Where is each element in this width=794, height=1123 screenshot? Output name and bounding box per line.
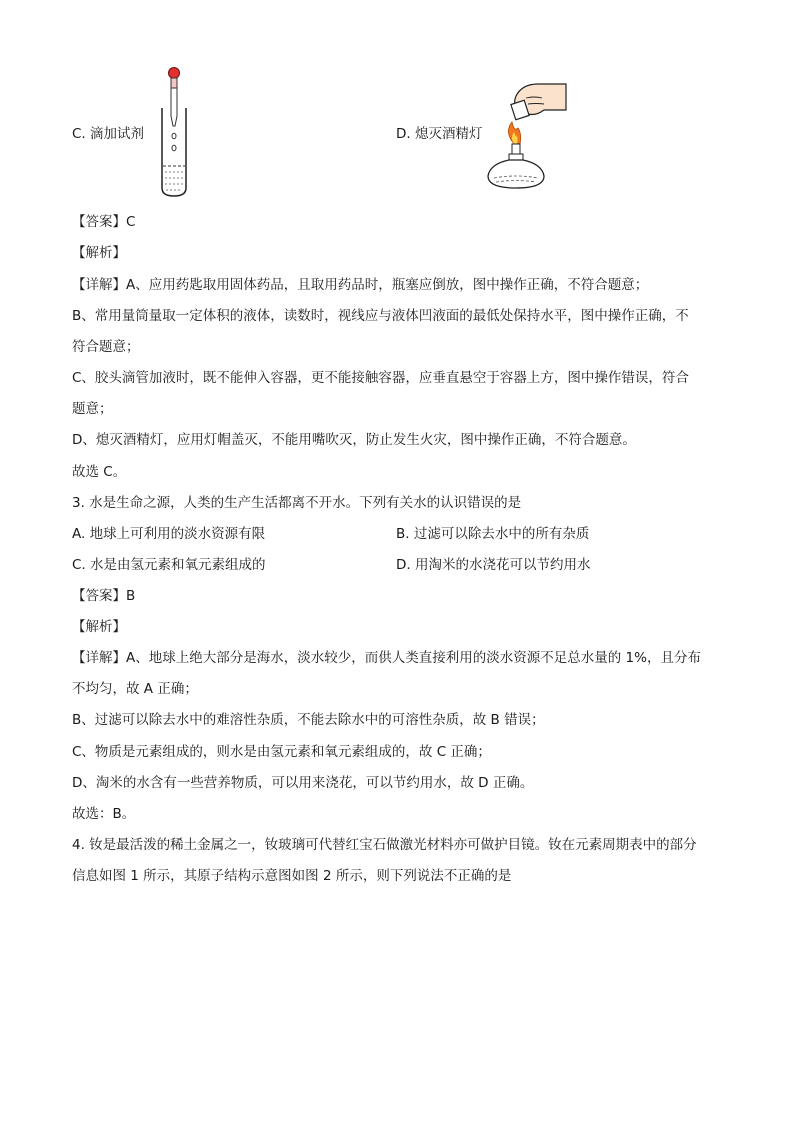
q3-option-c: C. 水是由氢元素和氧元素组成的: [72, 557, 266, 573]
dropper-collar: [171, 78, 177, 88]
q3-option-d: D. 用淘米的水浇花可以节约用水: [396, 557, 591, 573]
q3-answer: 【答案】B: [72, 588, 136, 604]
q3-detail-line: D、淘米的水含有一些营养物质，可以用来浇花，可以节约用水，故 D 正确。: [72, 775, 534, 791]
q3-analysis-title: 【解析】: [72, 619, 126, 635]
q2-detail-line: 符合题意；: [72, 339, 140, 355]
droplet-1: [172, 133, 176, 139]
lamp-neck: [509, 154, 523, 160]
q3-stem: 3. 水是生命之源，人类的生产生活都离不开水。下列有关水的认识错误的是: [72, 495, 522, 511]
liquid-lines: [165, 172, 183, 190]
q2-detail-line: C、胶头滴管加液时，既不能伸入容器，更不能接触容器，应垂直悬空于容器上方，图中操作错误，符合: [72, 370, 689, 386]
q3-detail-line: 【详解】A、地球上绝大部分是海水，淡水较少，而供人类直接利用的淡水资源不足总水量的 1%，且分布: [72, 650, 701, 666]
q2-detail-line: 【详解】A、应用药匙取用固体药品，且取用药品时，瓶塞应倒放，图中操作正确，不符合题意；: [72, 277, 649, 293]
q3-conclusion: 故选：B。: [72, 806, 136, 822]
wick-holder: [512, 144, 520, 154]
lamp-body: [488, 160, 544, 188]
q3-detail-line: 不均匀，故 A 正确；: [72, 681, 198, 697]
q2-analysis-title: 【解析】: [72, 245, 126, 261]
droplet-2: [172, 145, 176, 151]
q4-stem-line: 4. 钕是最活泼的稀土金属之一，钕玻璃可代替红宝石做激光材料亦可做护目镜。钕在元素周期表中的部分: [72, 837, 697, 853]
option-d-label: D. 熄灭酒精灯: [396, 126, 483, 142]
q2-detail-line: D、熄灭酒精灯，应用灯帽盖灭，不能用嘴吹灭，防止发生火灾，图中操作正确，不符合题意。: [72, 432, 636, 448]
option-c-label: C. 滴加试剂: [72, 126, 145, 142]
dropper-bulb: [169, 68, 180, 79]
q2-detail-line: 题意；: [72, 401, 113, 417]
q2-answer: 【答案】C: [72, 214, 136, 230]
dropper-test-tube-figure: [150, 64, 200, 200]
dropper-tube: [171, 88, 177, 126]
alcohol-lamp-figure: [482, 76, 570, 194]
q3-option-b: B. 过滤可以除去水中的所有杂质: [396, 526, 590, 542]
q2-conclusion: 故选 C。: [72, 464, 127, 480]
q3-detail-line: C、物质是元素组成的，则水是由氢元素和氧元素组成的，故 C 正确；: [72, 744, 491, 760]
q4-stem-line: 信息如图 1 所示，其原子结构示意图如图 2 所示，则下列说法不正确的是: [72, 868, 512, 884]
q2-detail-line: B、常用量筒量取一定体积的液体，读数时，视线应与液体凹液面的最低处保持水平，图中操作正确，不: [72, 308, 689, 324]
q3-detail-line: B、过滤可以除去水中的难溶性杂质，不能去除水中的可溶性杂质，故 B 错误；: [72, 712, 545, 728]
q3-option-a: A. 地球上可利用的淡水资源有限: [72, 526, 266, 542]
